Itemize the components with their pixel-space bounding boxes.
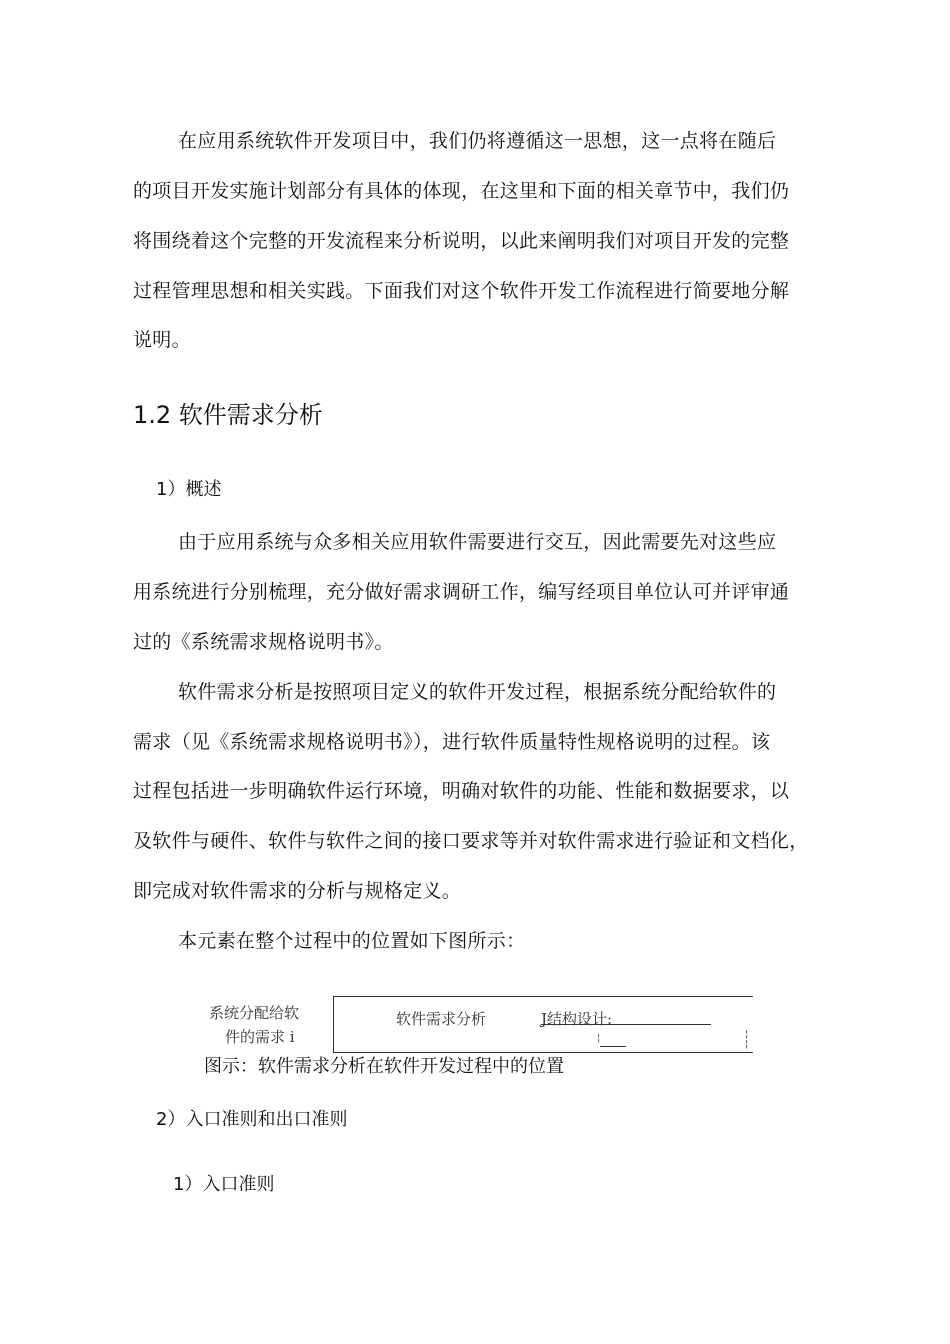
figure-top-rule	[333, 996, 753, 997]
figure-left-label-2: 件的需求 i	[225, 1028, 295, 1046]
figure-center-label: 软件需求分析	[396, 1010, 487, 1028]
figure-caption: 图示：软件需求分析在软件开发过程中的位置	[204, 1056, 564, 1077]
paragraph-2-line-3: 过的《系统需求规格说明书》。	[133, 631, 394, 653]
paragraph-1-line-5: 说明。	[133, 329, 191, 351]
subsection-entry-criteria: 1）入口准则	[173, 1174, 275, 1195]
paragraph-2-line-2: 用系统进行分别梳理，充分做好需求调研工作，编写经项目单位认可并评审通	[133, 581, 790, 603]
figure-tick-line	[600, 1046, 626, 1047]
paragraph-1-line-2: 的项目开发实施计划部分有具体的体现，在这里和下面的相关章节中，我们仍	[133, 180, 790, 202]
paragraph-3-line-1: 软件需求分析是按照项目定义的软件开发过程，根据系统分配给软件的	[178, 681, 777, 703]
figure-left-label-1: 系统分配给软	[209, 1004, 300, 1022]
figure-left-divider	[333, 996, 334, 1053]
figure-bottom-rule	[333, 1052, 753, 1053]
paragraph-4: 本元素在整个过程中的位置如下图所示：	[178, 930, 526, 952]
figure-tick-mark: ¦	[597, 1033, 601, 1044]
paragraph-1-line-4: 过程管理思想和相关实践。下面我们对这个软件开发工作流程进行简要地分解	[133, 280, 790, 302]
paragraph-3-line-3: 过程包括进一步明确软件运行环境，明确对软件的功能、性能和数据要求，以	[133, 780, 790, 802]
subsection-criteria: 2）入口准则和出口准则	[156, 1109, 348, 1130]
paragraph-2-line-1: 由于应用系统与众多相关应用软件需要进行交互，因此需要先对这些应	[178, 531, 777, 553]
subsection-overview: 1）概述	[156, 479, 222, 500]
paragraph-1-line-3: 将围绕着这个完整的开发流程来分析说明，以此来阐明我们对项目开发的完整	[133, 230, 790, 252]
figure-right-label: J结构设计:	[541, 1010, 613, 1028]
figure-right-tick-1: ¦	[745, 1029, 749, 1040]
section-heading: 1.2 软件需求分析	[133, 401, 323, 429]
paragraph-3-line-5: 即完成对软件需求的分析与规格定义。	[133, 880, 462, 902]
paragraph-3-line-4: 及软件与硬件、软件与软件之间的接口要求等并对软件需求进行验证和文档化，	[133, 830, 809, 852]
paragraph-1-line-1: 在应用系统软件开发项目中，我们仍将遵循这一思想，这一点将在随后	[178, 130, 777, 152]
paragraph-3-line-2: 需求（见《系统需求规格说明书》），进行软件质量特性规格说明的过程。该	[133, 731, 771, 753]
figure-right-tick-2: ¦	[745, 1039, 749, 1050]
